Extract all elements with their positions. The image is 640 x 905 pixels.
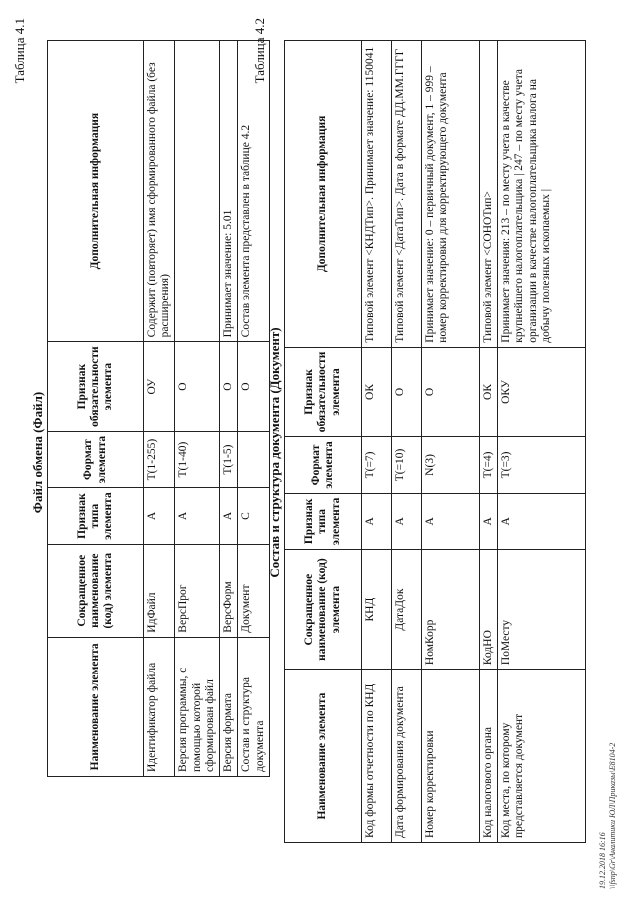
header-required-flag: Признак обязательности элемента <box>48 342 144 432</box>
table-row <box>220 41 238 777</box>
cell-type: А <box>144 488 175 544</box>
cell-format: N(3) <box>422 437 480 493</box>
table-row <box>144 41 175 777</box>
header-format: Формат элемента <box>285 437 362 493</box>
cell-required: ОК <box>480 347 498 437</box>
cell-format: Т(=4) <box>480 437 498 493</box>
cell-name: Номер корректировки <box>422 670 480 843</box>
cell-code: ВерсПрог <box>175 544 220 637</box>
cell-info <box>175 41 220 342</box>
cell-format: Т(=3) <box>498 437 586 493</box>
header-short-code: Сокращенное наименование (код) элемента <box>48 544 144 637</box>
cell-info: Состав элемента представлен в таблице 4.2 <box>238 41 269 342</box>
header-short-code: Сокращенное наименование (код) элемента <box>285 550 362 670</box>
table-header-row <box>285 41 362 843</box>
cell-format: Т(=7) <box>362 437 392 493</box>
table-row <box>175 41 220 777</box>
cell-code: ИдФайл <box>144 544 175 637</box>
cell-name: Версия формата <box>220 637 238 776</box>
table-4-1 <box>47 40 270 777</box>
cell-code: Документ <box>238 544 269 637</box>
print-footer <box>598 743 617 889</box>
header-additional-info: Дополнительная информация <box>48 41 144 342</box>
table-header-row <box>48 41 144 777</box>
cell-type: А <box>480 493 498 549</box>
cell-required: ОУ <box>144 342 175 432</box>
cell-type: А <box>498 493 586 549</box>
cell-info: Принимает значение: 5.01 <box>220 41 238 342</box>
cell-code: КНД <box>362 550 392 670</box>
cell-name: Идентификатор файла <box>144 637 175 776</box>
cell-required: О <box>422 347 480 437</box>
header-element-name: Наименование элемента <box>48 637 144 776</box>
cell-format: Т(1-255) <box>144 431 175 487</box>
cell-format <box>238 431 269 487</box>
table-row <box>422 41 480 843</box>
cell-info: Принимает значения: 213 – по месту учета в качестве крупнейшего налогоплательщика | 247 – по месту учета организации в качестве налогоплательщика налога на добычу полезных ископаемых | <box>498 41 586 348</box>
header-required-flag: Признак обязательности элемента <box>285 347 362 437</box>
cell-info: Типовой элемент <СОНОТип> <box>480 41 498 348</box>
cell-name: Код налогового органа <box>480 670 498 843</box>
cell-code: ДатаДок <box>392 550 422 670</box>
cell-required: О <box>392 347 422 437</box>
cell-required: О <box>238 342 269 432</box>
cell-format: Т(1-5) <box>220 431 238 487</box>
cell-type: А <box>220 488 238 544</box>
cell-required: ОКУ <box>498 347 586 437</box>
cell-required: ОК <box>362 347 392 437</box>
cell-info: Содержит (повторяет) имя сформированного файла (без расширения) <box>144 41 175 342</box>
print-timestamp: 19.12.2018 16:16 <box>598 832 607 889</box>
header-element-name: Наименование элемента <box>285 670 362 843</box>
cell-name: Код места, по которому представляется документ <box>498 670 586 843</box>
table-4-1-label: Таблица 4.1 <box>12 18 27 84</box>
cell-required: О <box>220 342 238 432</box>
header-type-flag: Признак типа элемента <box>48 488 144 544</box>
cell-type: А <box>392 493 422 549</box>
file-path: \\fsnp\Gr\Аналитики ЮЛ\Приказы\Е8104-2 <box>607 742 617 889</box>
cell-format: Т(=10) <box>392 437 422 493</box>
table-4-1-title: Файл обмена (Файл) <box>30 391 45 514</box>
cell-name: Код формы отчетности по КНД <box>362 670 392 843</box>
table-row <box>498 41 586 843</box>
cell-code: ПоМесту <box>498 550 586 670</box>
cell-type: А <box>175 488 220 544</box>
header-format: Формат элемента <box>48 431 144 487</box>
cell-code: ВерсФорм <box>220 544 238 637</box>
cell-format: Т(1-40) <box>175 431 220 487</box>
cell-name: Версия программы, с помощью которой сформирован файл <box>175 637 220 776</box>
table-4-2 <box>284 40 586 843</box>
table-row <box>392 41 422 843</box>
cell-type: С <box>238 488 269 544</box>
table-4-2-title: Состав и структура документа (Документ) <box>267 327 282 578</box>
cell-type: А <box>362 493 392 549</box>
cell-type: А <box>422 493 480 549</box>
table-row <box>480 41 498 843</box>
cell-code: КодНО <box>480 550 498 670</box>
cell-info: Типовой элемент <КНДТип>. Принимает значение: 1150041 <box>362 41 392 348</box>
header-additional-info: Дополнительная информация <box>285 41 362 348</box>
table-row <box>238 41 269 777</box>
cell-code: НомКорр <box>422 550 480 670</box>
table-4-2-label: Таблица 4.2 <box>252 18 267 84</box>
cell-info: Типовой элемент <ДатаТип>. Дата в формате ДД.ММ.ГГГГ <box>392 41 422 348</box>
table-row <box>362 41 392 843</box>
header-type-flag: Признак типа элемента <box>285 493 362 549</box>
cell-info: Принимает значение: 0 – первичный документ, 1 – 999 – номер корректировки для корректирующего документа <box>422 41 480 348</box>
cell-required: О <box>175 342 220 432</box>
cell-name: Дата формирования документа <box>392 670 422 843</box>
cell-name: Состав и структура документа <box>238 637 269 776</box>
